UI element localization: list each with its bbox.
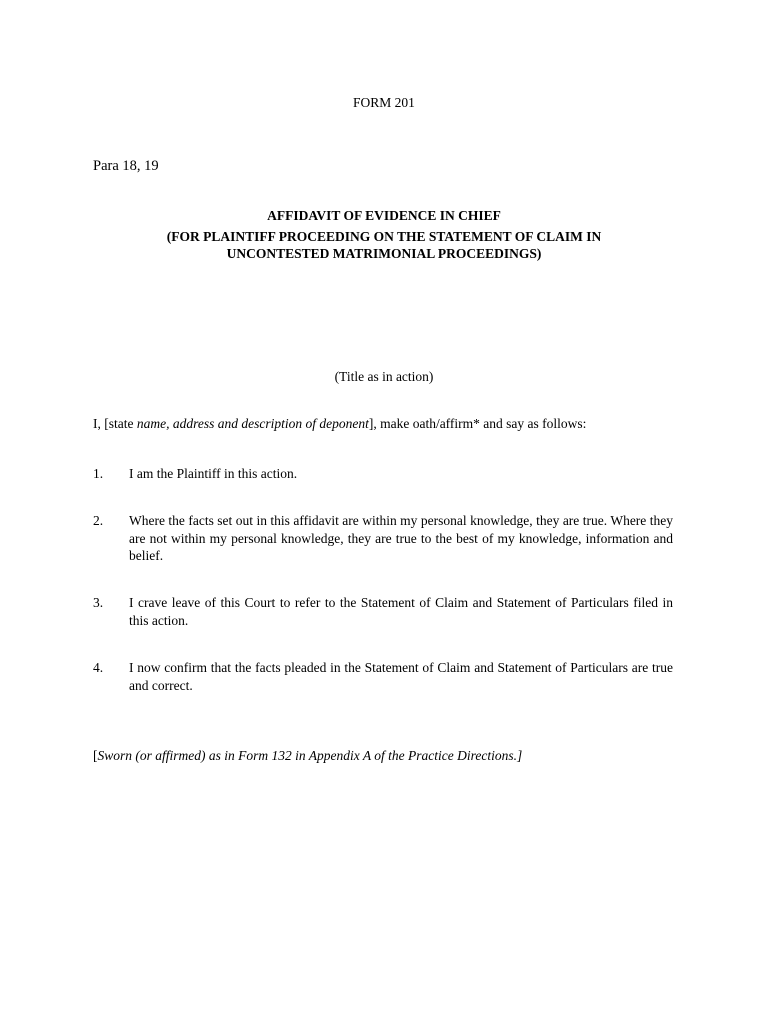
list-item [93, 512, 673, 565]
paragraph-reference: Para 18, 19 [93, 158, 159, 174]
sworn-closing [93, 748, 683, 764]
item-number: 3. [93, 595, 104, 610]
closing-italic: Sworn (or affirmed) as in Form 132 in Appendix A of the Practice Directions.] [97, 748, 523, 763]
item-text: I now confirm that the facts pleaded in the Statement of Claim and Statement of Particulars are true and correct. [129, 660, 673, 693]
deponent-intro [93, 416, 675, 432]
document-subtitle-line-1: (FOR PLAINTIFF PROCEEDING ON THE STATEMENT OF CLAIM IN [166, 229, 602, 244]
list-item [93, 465, 673, 483]
item-number: 4. [93, 660, 104, 675]
form-number: FORM 201 [353, 95, 415, 110]
document-title-block [93, 207, 675, 262]
document-title: AFFIDAVIT OF EVIDENCE IN CHIEF [267, 208, 501, 223]
intro-suffix: ], make oath/affirm* and say as follows: [368, 416, 587, 431]
intro-prefix: I, [state [93, 416, 137, 431]
item-text: I crave leave of this Court to refer to the Statement of Claim and Statement of Particulars filed in this action. [129, 595, 673, 628]
document-subtitle-line-2: UNCONTESTED MATRIMONIAL PROCEEDINGS) [226, 246, 542, 261]
intro-italic: name, address and description of deponent [136, 416, 369, 431]
item-text: Where the facts set out in this affidavit are within my personal knowledge, they are true. Where they are not within my personal knowledge, they are true to the best of my knowledge, information and belief. [129, 513, 673, 563]
list-item [93, 659, 673, 694]
closing-bracket: [ [93, 748, 98, 763]
item-number: 2. [93, 513, 104, 528]
item-number: 1. [93, 466, 104, 481]
item-text: I am the Plaintiff in this action. [129, 466, 298, 481]
list-item [93, 594, 673, 629]
title-as-in-action: (Title as in action) [334, 369, 434, 384]
